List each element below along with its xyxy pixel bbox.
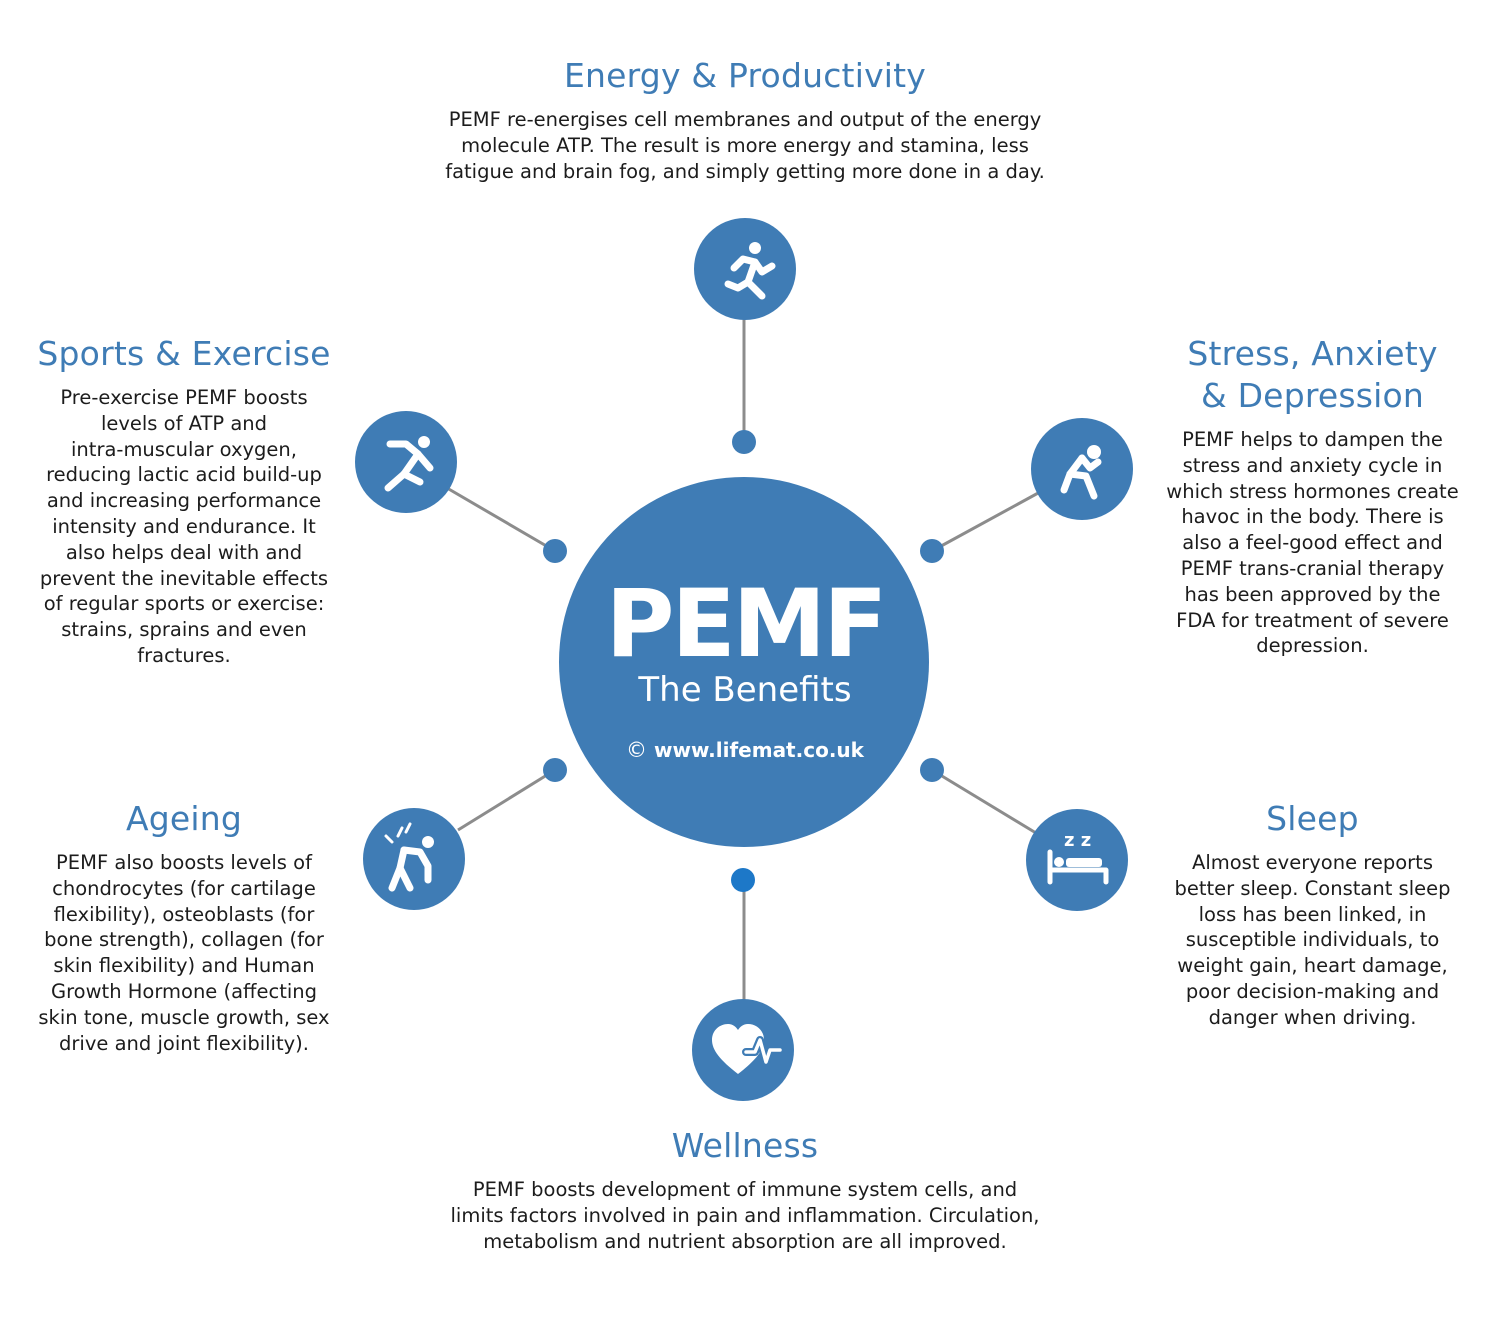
sports-line: prevent the inevitable effects bbox=[39, 566, 329, 590]
ageing-line: chondrocytes (for cartilage bbox=[52, 876, 316, 900]
ageing-line: skin flexibility) and Human bbox=[53, 954, 315, 978]
wellness-line: metabolism and nutrient absorption are all improved. bbox=[483, 1229, 1007, 1253]
stress-line: havoc in the body. There is bbox=[1181, 505, 1444, 529]
ageing-line: Growth Hormone (affecting bbox=[50, 979, 318, 1003]
sleep-line: loss has been linked, in bbox=[1198, 902, 1427, 926]
icon-node-stress bbox=[1031, 418, 1133, 520]
website-link: www.lifemat.co.uk bbox=[654, 738, 864, 762]
sports-line: reducing lactic acid build-up bbox=[46, 463, 322, 487]
copyright-symbol: © bbox=[626, 738, 648, 762]
ageing-line: drive and joint flexibility). bbox=[59, 1031, 309, 1055]
benefit-stress bbox=[1150, 333, 1475, 659]
icon-node-energy bbox=[694, 218, 796, 320]
sleep-line: better sleep. Constant sleep bbox=[1174, 876, 1451, 900]
benefit-sleep bbox=[1155, 798, 1470, 1031]
stress-line: stress and anxiety cycle in bbox=[1182, 453, 1443, 477]
icon-node-wellness bbox=[692, 999, 794, 1101]
stress-line: PEMF trans-cranial therapy bbox=[1180, 556, 1445, 580]
benefit-wellness bbox=[400, 1125, 1090, 1254]
ageing-line: bone strength), collagen (for bbox=[44, 928, 324, 952]
benefit-wellness-title: Wellness bbox=[671, 1126, 819, 1165]
sleep-line: Almost everyone reports bbox=[1192, 851, 1433, 874]
sleep-line: poor decision-making and bbox=[1185, 979, 1440, 1003]
stress-line: has been approved by the bbox=[1184, 582, 1441, 606]
center-subtitle: The Benefits bbox=[638, 670, 852, 710]
stress-line: PEMF helps to dampen the bbox=[1182, 428, 1443, 451]
sleep-line: weight gain, heart damage, bbox=[1177, 954, 1448, 978]
connector-sports bbox=[447, 488, 555, 551]
stress-title-line: Stress, Anxiety bbox=[1187, 334, 1438, 373]
icon-node-ageing bbox=[363, 808, 465, 910]
sleep-line: susceptible individuals, to bbox=[1185, 928, 1440, 952]
center-website bbox=[560, 738, 930, 762]
energy-line: molecule ATP. The result is more energy and stamina, less bbox=[461, 133, 1029, 157]
benefit-ageing-title: Ageing bbox=[125, 799, 243, 838]
sports-line: intra-muscular oxygen, bbox=[71, 437, 297, 461]
benefit-stress-description bbox=[1150, 427, 1475, 659]
center-label bbox=[560, 480, 930, 762]
benefit-sports-description bbox=[25, 385, 343, 669]
sports-line: strains, sprains and even bbox=[61, 618, 307, 642]
sports-line: Pre-exercise PEMF boosts bbox=[60, 386, 308, 409]
ageing-line: flexibility), osteoblasts (for bbox=[53, 902, 315, 926]
sports-line: fractures. bbox=[137, 643, 231, 667]
stress-line: FDA for treatment of severe bbox=[1176, 608, 1449, 632]
benefit-stress-title bbox=[1150, 333, 1475, 417]
benefit-sleep-description bbox=[1155, 850, 1470, 1031]
sports-line: also helps deal with and bbox=[65, 540, 303, 564]
benefit-ageing-description bbox=[25, 850, 343, 1056]
ageing-line: skin tone, muscle growth, sex bbox=[38, 1005, 330, 1029]
benefit-energy bbox=[400, 55, 1090, 184]
connector-ageing bbox=[458, 770, 555, 830]
benefit-energy-description bbox=[400, 107, 1090, 184]
energy-line: fatigue and brain fog, and simply getting more done in a day. bbox=[445, 159, 1045, 183]
sleep-zz-text: z z bbox=[1064, 830, 1092, 851]
sports-line: and increasing performance bbox=[46, 489, 322, 513]
icon-node-sports bbox=[355, 411, 457, 513]
connector-sleep bbox=[932, 770, 1036, 833]
benefit-sleep-title: Sleep bbox=[1266, 799, 1359, 838]
benefit-ageing bbox=[25, 798, 343, 1056]
center-title: PEMF bbox=[605, 570, 885, 679]
connector-stress bbox=[932, 492, 1040, 551]
ageing-line: PEMF also boosts levels of bbox=[56, 851, 312, 874]
connector-dot-wellness bbox=[731, 868, 755, 892]
stress-title-line: & Depression bbox=[1200, 376, 1425, 415]
benefit-energy-title: Energy & Productivity bbox=[563, 56, 927, 95]
stress-line: which stress hormones create bbox=[1166, 479, 1459, 503]
sports-line: levels of ATP and bbox=[100, 411, 268, 435]
benefit-sports bbox=[25, 333, 343, 669]
stress-line: also a feel-good effect and bbox=[1182, 531, 1443, 555]
connector-dot-energy bbox=[732, 430, 756, 454]
benefit-wellness-description bbox=[400, 1177, 1090, 1254]
stress-line: depression. bbox=[1256, 634, 1369, 658]
energy-line: PEMF re-energises cell membranes and output of the energy bbox=[448, 108, 1042, 131]
sports-line: intensity and endurance. It bbox=[52, 514, 316, 538]
wellness-line: limits factors involved in pain and inflammation. Circulation, bbox=[450, 1203, 1040, 1227]
wellness-line: PEMF boosts development of immune system cells, and bbox=[472, 1178, 1018, 1201]
sleep-line: danger when driving. bbox=[1208, 1005, 1417, 1029]
icon-node-sleep bbox=[1026, 809, 1128, 911]
sports-line: of regular sports or exercise: bbox=[43, 592, 325, 616]
benefit-sports-title: Sports & Exercise bbox=[37, 334, 331, 373]
